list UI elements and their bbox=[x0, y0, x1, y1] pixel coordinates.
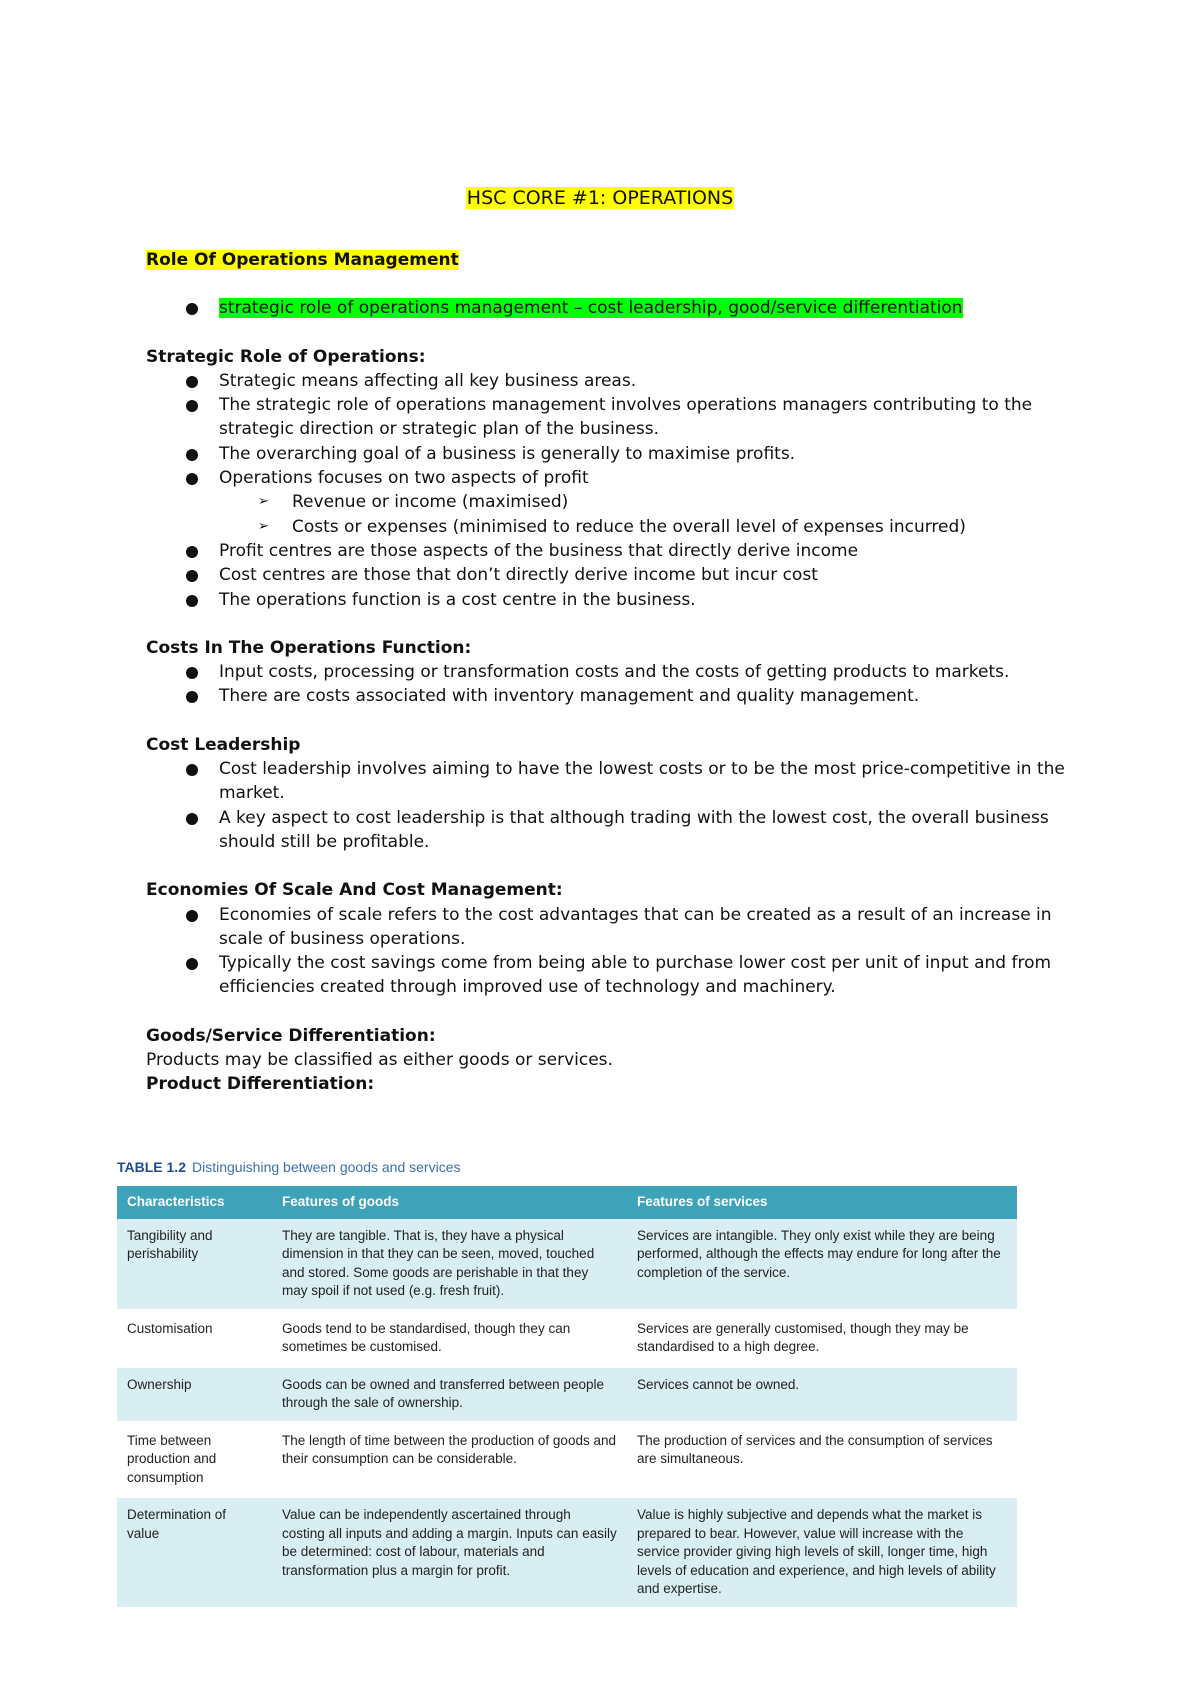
table-cell: Determination of value bbox=[117, 1497, 272, 1609]
table-cell: Tangibility and perishability bbox=[117, 1219, 272, 1311]
table-row bbox=[117, 1219, 1017, 1311]
table-cell: Value is highly subjective and depends what the market is prepared to bear. However, value will increase with the service provider giving high levels of skill, longer time, high levels of education and experience, and high levels of ability and expertise. bbox=[627, 1497, 1017, 1609]
goods-services-table bbox=[117, 1186, 1017, 1610]
table-row bbox=[117, 1422, 1017, 1497]
table-cell: The production of services and the consumption of services are simultaneous. bbox=[627, 1422, 1017, 1497]
list-item: The operations function is a cost centre in the business. bbox=[146, 588, 1076, 612]
table-cell: Ownership bbox=[117, 1366, 272, 1422]
product-differentiation-heading: Product Differentiation: bbox=[146, 1074, 375, 1095]
table-cell: Goods tend to be standardised, though they can sometimes be customised. bbox=[272, 1310, 627, 1366]
table-cell: They are tangible. That is, they have a physical dimension in that they can be seen, moved, touched and stored. Some goods are perishable in that they may spoil if not used (e.g. fresh fruit). bbox=[272, 1219, 627, 1311]
leadership-list bbox=[146, 757, 1076, 854]
list-item: Operations focuses on two aspects of profit bbox=[146, 466, 1076, 490]
economies-heading: Economies Of Scale And Cost Management: bbox=[146, 880, 563, 901]
leadership-heading: Cost Leadership bbox=[146, 734, 301, 755]
costs-heading: Costs In The Operations Function: bbox=[146, 637, 472, 658]
table-caption bbox=[117, 1158, 460, 1176]
table-cell: Value can be independently ascertained through costing all inputs and adding a margin. Inputs can easily be determined: cost of labour, materials and transformation plus a margin for profit. bbox=[272, 1497, 627, 1609]
list-item: Cost leadership involves aiming to have the lowest costs or to be the most price-competitive in the market. bbox=[146, 757, 1076, 806]
table-cell: Services are generally customised, though they may be standardised to a high degree. bbox=[627, 1310, 1017, 1366]
list-item: Strategic means affecting all key business areas. bbox=[146, 369, 1076, 393]
table-header-cell: Features of services bbox=[627, 1186, 1017, 1219]
table-cell: Time between production and consumption bbox=[117, 1422, 272, 1497]
table-cell: Goods can be owned and transferred between people through the sale of ownership. bbox=[272, 1366, 627, 1422]
strategic-sublist bbox=[146, 490, 1076, 539]
arrow-bullet-icon: ➢ bbox=[258, 494, 269, 510]
table-row bbox=[117, 1366, 1017, 1422]
sub-list-item: ➢ Costs or expenses (minimised to reduce the overall level of expenses incurred) bbox=[146, 515, 1076, 539]
table-cell: The length of time between the production of goods and their consumption can be considerable. bbox=[272, 1422, 627, 1497]
table-row bbox=[117, 1310, 1017, 1366]
table-cell: Customisation bbox=[117, 1310, 272, 1366]
arrow-bullet-icon: ➢ bbox=[258, 518, 269, 534]
table-header-cell: Characteristics bbox=[117, 1186, 272, 1219]
list-item: Economies of scale refers to the cost advantages that can be created as a result of an increase in scale of business operations. bbox=[146, 903, 1076, 952]
list-item: Profit centres are those aspects of the business that directly derive income bbox=[146, 539, 1076, 563]
table-header-row bbox=[117, 1186, 1017, 1219]
list-item: Cost centres are those that don’t directly derive income but incur cost bbox=[146, 563, 1076, 587]
table-cell: Services cannot be owned. bbox=[627, 1366, 1017, 1422]
table-row bbox=[117, 1497, 1017, 1609]
page-title: HSC CORE #1: OPERATIONS bbox=[466, 187, 734, 209]
list-item: Typically the cost savings come from being able to purchase lower cost per unit of input and from efficiencies created through improved use of technology and machinery. bbox=[146, 951, 1076, 1000]
table-cell: Services are intangible. They only exist while they are being performed, although the effects may endure for long after the completion of the service. bbox=[627, 1219, 1017, 1311]
strategic-list-continued bbox=[146, 539, 1076, 612]
document-body bbox=[146, 248, 1076, 1097]
list-item: Input costs, processing or transformation costs and the costs of getting products to markets. bbox=[146, 660, 1076, 684]
table-header-cell: Features of goods bbox=[272, 1186, 627, 1219]
sub-list-item: ➢ Revenue or income (maximised) bbox=[146, 490, 1076, 514]
costs-list bbox=[146, 660, 1076, 709]
strategic-list bbox=[146, 369, 1076, 490]
role-heading: Role Of Operations Management bbox=[146, 250, 459, 270]
list-item: There are costs associated with inventory management and quality management. bbox=[146, 684, 1076, 708]
table-caption-text: Distinguishing between goods and services bbox=[191, 1159, 461, 1175]
list-item: The overarching goal of a business is generally to maximise profits. bbox=[146, 442, 1076, 466]
differentiation-text: Products may be classified as either goods or services. bbox=[146, 1050, 613, 1071]
list-item: A key aspect to cost leadership is that although trading with the lowest cost, the overall business should still be profitable. bbox=[146, 806, 1076, 855]
list-item: The strategic role of operations management involves operations managers contributing to the strategic direction or strategic plan of the business. bbox=[146, 393, 1076, 442]
strategic-heading: Strategic Role of Operations: bbox=[146, 346, 426, 367]
differentiation-heading: Goods/Service Differentiation: bbox=[146, 1025, 436, 1046]
economies-list bbox=[146, 903, 1076, 1000]
role-list bbox=[146, 296, 1076, 320]
list-item: strategic role of operations management – cost leadership, good/service differentiation bbox=[146, 296, 1076, 320]
table-tag: TABLE 1.2 bbox=[117, 1159, 186, 1175]
